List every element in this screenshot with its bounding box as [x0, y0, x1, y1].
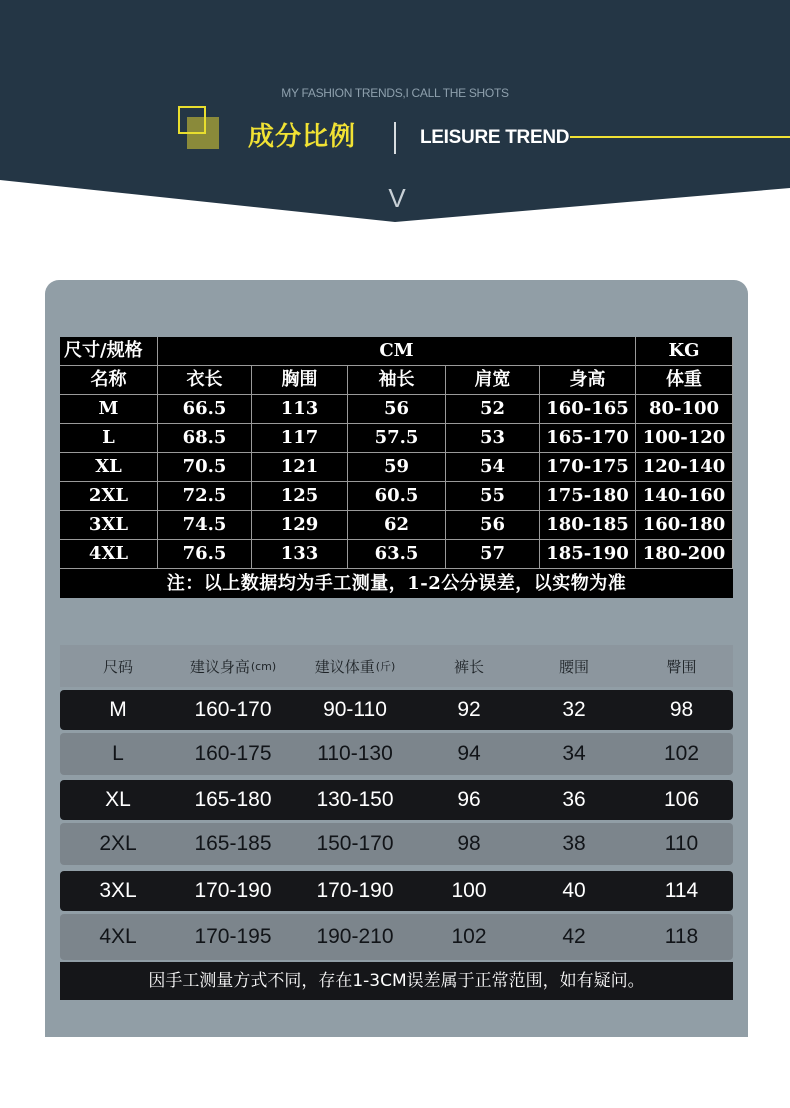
table1-header-cell: 衣长	[158, 366, 252, 394]
table-row	[60, 871, 733, 911]
table-cell: 3XL	[99, 879, 137, 902]
table-cell: 72.5	[158, 482, 252, 510]
table-cell: 114	[664, 879, 699, 902]
header-label: 建议身高	[189, 657, 250, 676]
table-cell: 165-180	[194, 788, 272, 811]
table-cell: 185-190	[540, 540, 636, 568]
table2-header-cell	[420, 645, 518, 687]
table-cell: 74.5	[158, 511, 252, 539]
table-cell: XL	[60, 453, 158, 481]
header-unit: (斤)	[375, 660, 396, 673]
table-cell: 110	[664, 832, 699, 855]
table2-header-cell	[630, 645, 733, 687]
table-cell: 76.5	[158, 540, 252, 568]
table-cell: 150-170	[316, 832, 394, 855]
table1-header-cell: 尺寸/规格	[60, 337, 158, 365]
section-title-en: LEISURE TREND	[420, 127, 570, 148]
table-cell: 98	[669, 698, 694, 721]
table-cell: 113	[252, 395, 348, 423]
section-title-cn: 成分比例	[248, 122, 357, 152]
table-cell: 2XL	[60, 482, 158, 510]
table1-header-cell: 肩宽	[446, 366, 540, 394]
table-cell: 165-185	[194, 832, 272, 855]
table1-header-cell: 袖长	[348, 366, 446, 394]
table-cell: 80-100	[636, 395, 733, 423]
table-cell: 125	[252, 482, 348, 510]
table1-note: 注：以上数据均为手工测量，1-2公分误差，以实物为准	[166, 573, 627, 594]
table-cell: 59	[348, 453, 446, 481]
table1-header-cell: 胸围	[252, 366, 348, 394]
header-label: 尺码	[102, 657, 133, 676]
table-cell: 92	[457, 698, 481, 721]
table-cell: 60.5	[348, 482, 446, 510]
table-cell: 160-165	[540, 395, 636, 423]
title-underline	[570, 136, 790, 138]
table-cell: 54	[446, 453, 540, 481]
table-cell: L	[112, 742, 124, 765]
chevron-down-icon: V	[388, 183, 406, 213]
table-cell: 4XL	[99, 925, 137, 948]
table-cell: XL	[105, 788, 131, 811]
table-cell: 140-160	[636, 482, 733, 510]
table2-header-row	[60, 645, 733, 687]
table-cell: M	[109, 698, 127, 721]
table2-header-cell	[60, 645, 176, 687]
table-cell: L	[60, 424, 158, 452]
table-row	[60, 511, 733, 540]
table-cell: 62	[348, 511, 446, 539]
table-row	[60, 914, 733, 960]
table-cell: 70.5	[158, 453, 252, 481]
header-label: 腰围	[558, 657, 589, 676]
table-cell: 133	[252, 540, 348, 568]
table-cell: 100-120	[636, 424, 733, 452]
table-row	[60, 733, 733, 775]
table2-note: 因手工测量方式不同，存在1-3CM误差属于正常范围，如有疑问。	[60, 962, 733, 1000]
table-cell: 180-185	[540, 511, 636, 539]
table1-header-cell: CM	[158, 337, 636, 365]
header-unit: (cm)	[250, 659, 277, 673]
table-cell: 121	[252, 453, 348, 481]
table-cell: 160-170	[194, 698, 272, 721]
table-cell: 66.5	[158, 395, 252, 423]
table-cell: 106	[663, 788, 700, 811]
tagline: MY FASHION TRENDS,I CALL THE SHOTS	[281, 86, 509, 100]
table-cell: M	[60, 395, 158, 423]
table-cell: 52	[446, 395, 540, 423]
table1-header-cell: 名称	[60, 366, 158, 394]
header-label: 臀围	[666, 657, 697, 676]
table-cell: 160-175	[194, 742, 272, 765]
table-row	[60, 395, 733, 424]
table-row	[60, 453, 733, 482]
title-divider	[394, 122, 396, 154]
table2-header-cell	[176, 645, 290, 687]
table-cell: 40	[562, 879, 586, 902]
table-cell: 57.5	[348, 424, 446, 452]
table-cell: 170-175	[540, 453, 636, 481]
table-cell: 118	[664, 925, 699, 948]
table-cell: 53	[446, 424, 540, 452]
header-label: 建议体重	[314, 657, 375, 676]
table-cell: 165-170	[540, 424, 636, 452]
decor-square-outline-icon	[178, 106, 206, 134]
table-row	[60, 780, 733, 820]
table-cell: 57	[446, 540, 540, 568]
table-cell: 117	[252, 424, 348, 452]
header-label: 裤长	[453, 657, 484, 676]
table2-header-cell	[290, 645, 420, 687]
table-cell: 100	[451, 879, 487, 902]
table-cell: 170-195	[194, 925, 272, 948]
table-cell: 36	[562, 788, 586, 811]
table-cell: 2XL	[99, 832, 137, 855]
table-row	[60, 690, 733, 730]
table-cell: 102	[451, 925, 487, 948]
table-cell: 102	[663, 742, 700, 765]
table-cell: 94	[457, 742, 481, 765]
table-cell: 130-150	[316, 788, 394, 811]
table-cell: 55	[446, 482, 540, 510]
table1-header-row-1	[60, 337, 733, 366]
table-cell: 68.5	[158, 424, 252, 452]
table-cell: 98	[457, 832, 481, 855]
table-cell: 42	[562, 925, 586, 948]
table-cell: 129	[252, 511, 348, 539]
table-row	[60, 540, 733, 569]
table-cell: 32	[562, 698, 586, 721]
table-cell: 56	[446, 511, 540, 539]
table-cell: 170-190	[194, 879, 272, 902]
table1-header-cell: KG	[636, 337, 733, 365]
table-cell: 63.5	[348, 540, 446, 568]
table-cell: 4XL	[60, 540, 158, 568]
table1-header-row-2	[60, 366, 733, 395]
table-cell: 3XL	[60, 511, 158, 539]
table2-header-cell	[518, 645, 630, 687]
table-cell: 34	[562, 742, 586, 765]
table-row	[60, 424, 733, 453]
table1-header-cell: 身高	[540, 366, 636, 394]
table-row	[60, 823, 733, 865]
table-cell: 96	[457, 788, 481, 811]
table-cell: 110-130	[317, 742, 393, 765]
table-cell: 120-140	[636, 453, 733, 481]
table1-header-cell: 体重	[636, 366, 733, 394]
table-row	[60, 482, 733, 511]
table-cell: 180-200	[636, 540, 733, 568]
table-cell: 160-180	[636, 511, 733, 539]
table-cell: 56	[348, 395, 446, 423]
header-banner	[0, 0, 790, 230]
table-cell: 90-110	[323, 698, 387, 721]
table-cell: 175-180	[540, 482, 636, 510]
table-cell: 38	[562, 832, 586, 855]
table-cell: 170-190	[316, 879, 394, 902]
table-cell: 190-210	[316, 925, 394, 948]
size-table-1	[60, 337, 733, 598]
